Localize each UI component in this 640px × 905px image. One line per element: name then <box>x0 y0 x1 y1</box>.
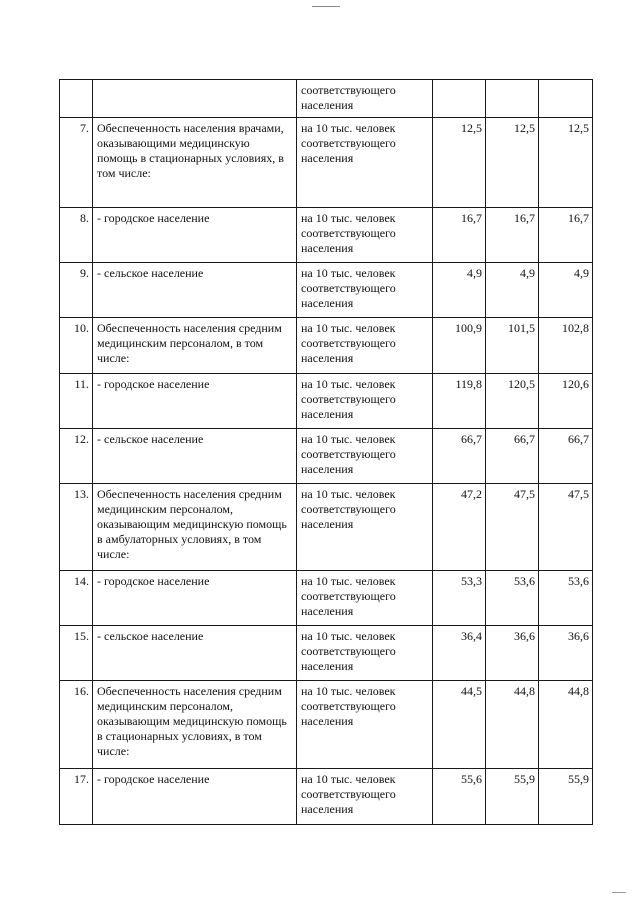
value-year-2: 47,5 <box>486 484 539 571</box>
table-row <box>60 318 593 374</box>
scan-artifact-corner <box>612 892 626 893</box>
table-row <box>60 374 593 429</box>
value-year-2: 4,9 <box>486 263 539 318</box>
value-year-1: 36,4 <box>433 626 486 681</box>
value-year-1: 100,9 <box>433 318 486 374</box>
row-number <box>60 80 93 118</box>
value-year-3: 120,6 <box>539 374 593 429</box>
scan-artifact-top <box>312 6 340 7</box>
value-year-1: 16,7 <box>433 208 486 263</box>
value-year-3: 12,5 <box>539 118 593 208</box>
indicator-name: - городское население <box>93 769 297 825</box>
value-year-1: 12,5 <box>433 118 486 208</box>
indicator-name: - сельское население <box>93 626 297 681</box>
row-number: 11. <box>60 374 93 429</box>
value-year-1: 55,6 <box>433 769 486 825</box>
indicator-name: - городское население <box>93 208 297 263</box>
unit-of-measure: на 10 тыс. человек соответствующего населения <box>297 571 433 626</box>
value-year-3: 53,6 <box>539 571 593 626</box>
value-year-1: 66,7 <box>433 429 486 484</box>
table-row <box>60 118 593 208</box>
table-row <box>60 626 593 681</box>
value-year-3: 36,6 <box>539 626 593 681</box>
unit-of-measure: на 10 тыс. человек соответствующего населения <box>297 118 433 208</box>
value-year-3 <box>539 80 593 118</box>
indicator-name: Обеспеченность населения средним медицинским персоналом, оказывающим медицинскую помощь в стационарных условиях, в том числе: <box>93 681 297 769</box>
row-number: 15. <box>60 626 93 681</box>
value-year-1: 44,5 <box>433 681 486 769</box>
value-year-2: 53,6 <box>486 571 539 626</box>
unit-of-measure: на 10 тыс. человек соответствующего населения <box>297 681 433 769</box>
unit-of-measure: на 10 тыс. человек соответствующего населения <box>297 208 433 263</box>
value-year-1: 119,8 <box>433 374 486 429</box>
table-row <box>60 681 593 769</box>
table-row <box>60 484 593 571</box>
table-row <box>60 571 593 626</box>
value-year-3: 55,9 <box>539 769 593 825</box>
row-number: 9. <box>60 263 93 318</box>
value-year-3: 66,7 <box>539 429 593 484</box>
indicators-table <box>59 79 593 825</box>
row-number: 16. <box>60 681 93 769</box>
row-number: 17. <box>60 769 93 825</box>
value-year-3: 16,7 <box>539 208 593 263</box>
unit-of-measure: на 10 тыс. человек соответствующего населения <box>297 374 433 429</box>
table-row <box>60 769 593 825</box>
table-row <box>60 208 593 263</box>
indicator-name: Обеспеченность населения врачами, оказывающими медицинскую помощь в стационарных условиях, в том числе: <box>93 118 297 208</box>
value-year-2: 36,6 <box>486 626 539 681</box>
unit-of-measure: на 10 тыс. человек соответствующего населения <box>297 484 433 571</box>
indicator-name: Обеспеченность населения средним медицинским персоналом, оказывающим медицинскую помощь в амбулаторных условиях, в том числе: <box>93 484 297 571</box>
unit-of-measure: на 10 тыс. человек соответствующего населения <box>297 429 433 484</box>
indicator-name: - городское население <box>93 571 297 626</box>
unit-of-measure: на 10 тыс. человек соответствующего населения <box>297 626 433 681</box>
value-year-2: 16,7 <box>486 208 539 263</box>
value-year-3: 47,5 <box>539 484 593 571</box>
value-year-2: 44,8 <box>486 681 539 769</box>
value-year-1: 53,3 <box>433 571 486 626</box>
table-row <box>60 80 593 118</box>
unit-of-measure: на 10 тыс. человек соответствующего населения <box>297 769 433 825</box>
unit-of-measure: на 10 тыс. человек соответствующего населения <box>297 263 433 318</box>
indicator-name <box>93 80 297 118</box>
table-row <box>60 429 593 484</box>
indicator-name: - сельское население <box>93 429 297 484</box>
value-year-1: 47,2 <box>433 484 486 571</box>
value-year-2: 101,5 <box>486 318 539 374</box>
value-year-2 <box>486 80 539 118</box>
value-year-1 <box>433 80 486 118</box>
value-year-2: 66,7 <box>486 429 539 484</box>
value-year-2: 55,9 <box>486 769 539 825</box>
row-number: 8. <box>60 208 93 263</box>
value-year-3: 4,9 <box>539 263 593 318</box>
value-year-2: 12,5 <box>486 118 539 208</box>
unit-of-measure: на 10 тыс. человек соответствующего населения <box>297 318 433 374</box>
value-year-1: 4,9 <box>433 263 486 318</box>
value-year-2: 120,5 <box>486 374 539 429</box>
row-number: 14. <box>60 571 93 626</box>
value-year-3: 102,8 <box>539 318 593 374</box>
row-number: 13. <box>60 484 93 571</box>
row-number: 7. <box>60 118 93 208</box>
table-row <box>60 263 593 318</box>
indicator-name: Обеспеченность населения средним медицинским персоналом, в том числе: <box>93 318 297 374</box>
indicator-name: - сельское население <box>93 263 297 318</box>
unit-of-measure: соответствующего населения <box>297 80 433 118</box>
row-number: 10. <box>60 318 93 374</box>
value-year-3: 44,8 <box>539 681 593 769</box>
indicator-name: - городское население <box>93 374 297 429</box>
row-number: 12. <box>60 429 93 484</box>
